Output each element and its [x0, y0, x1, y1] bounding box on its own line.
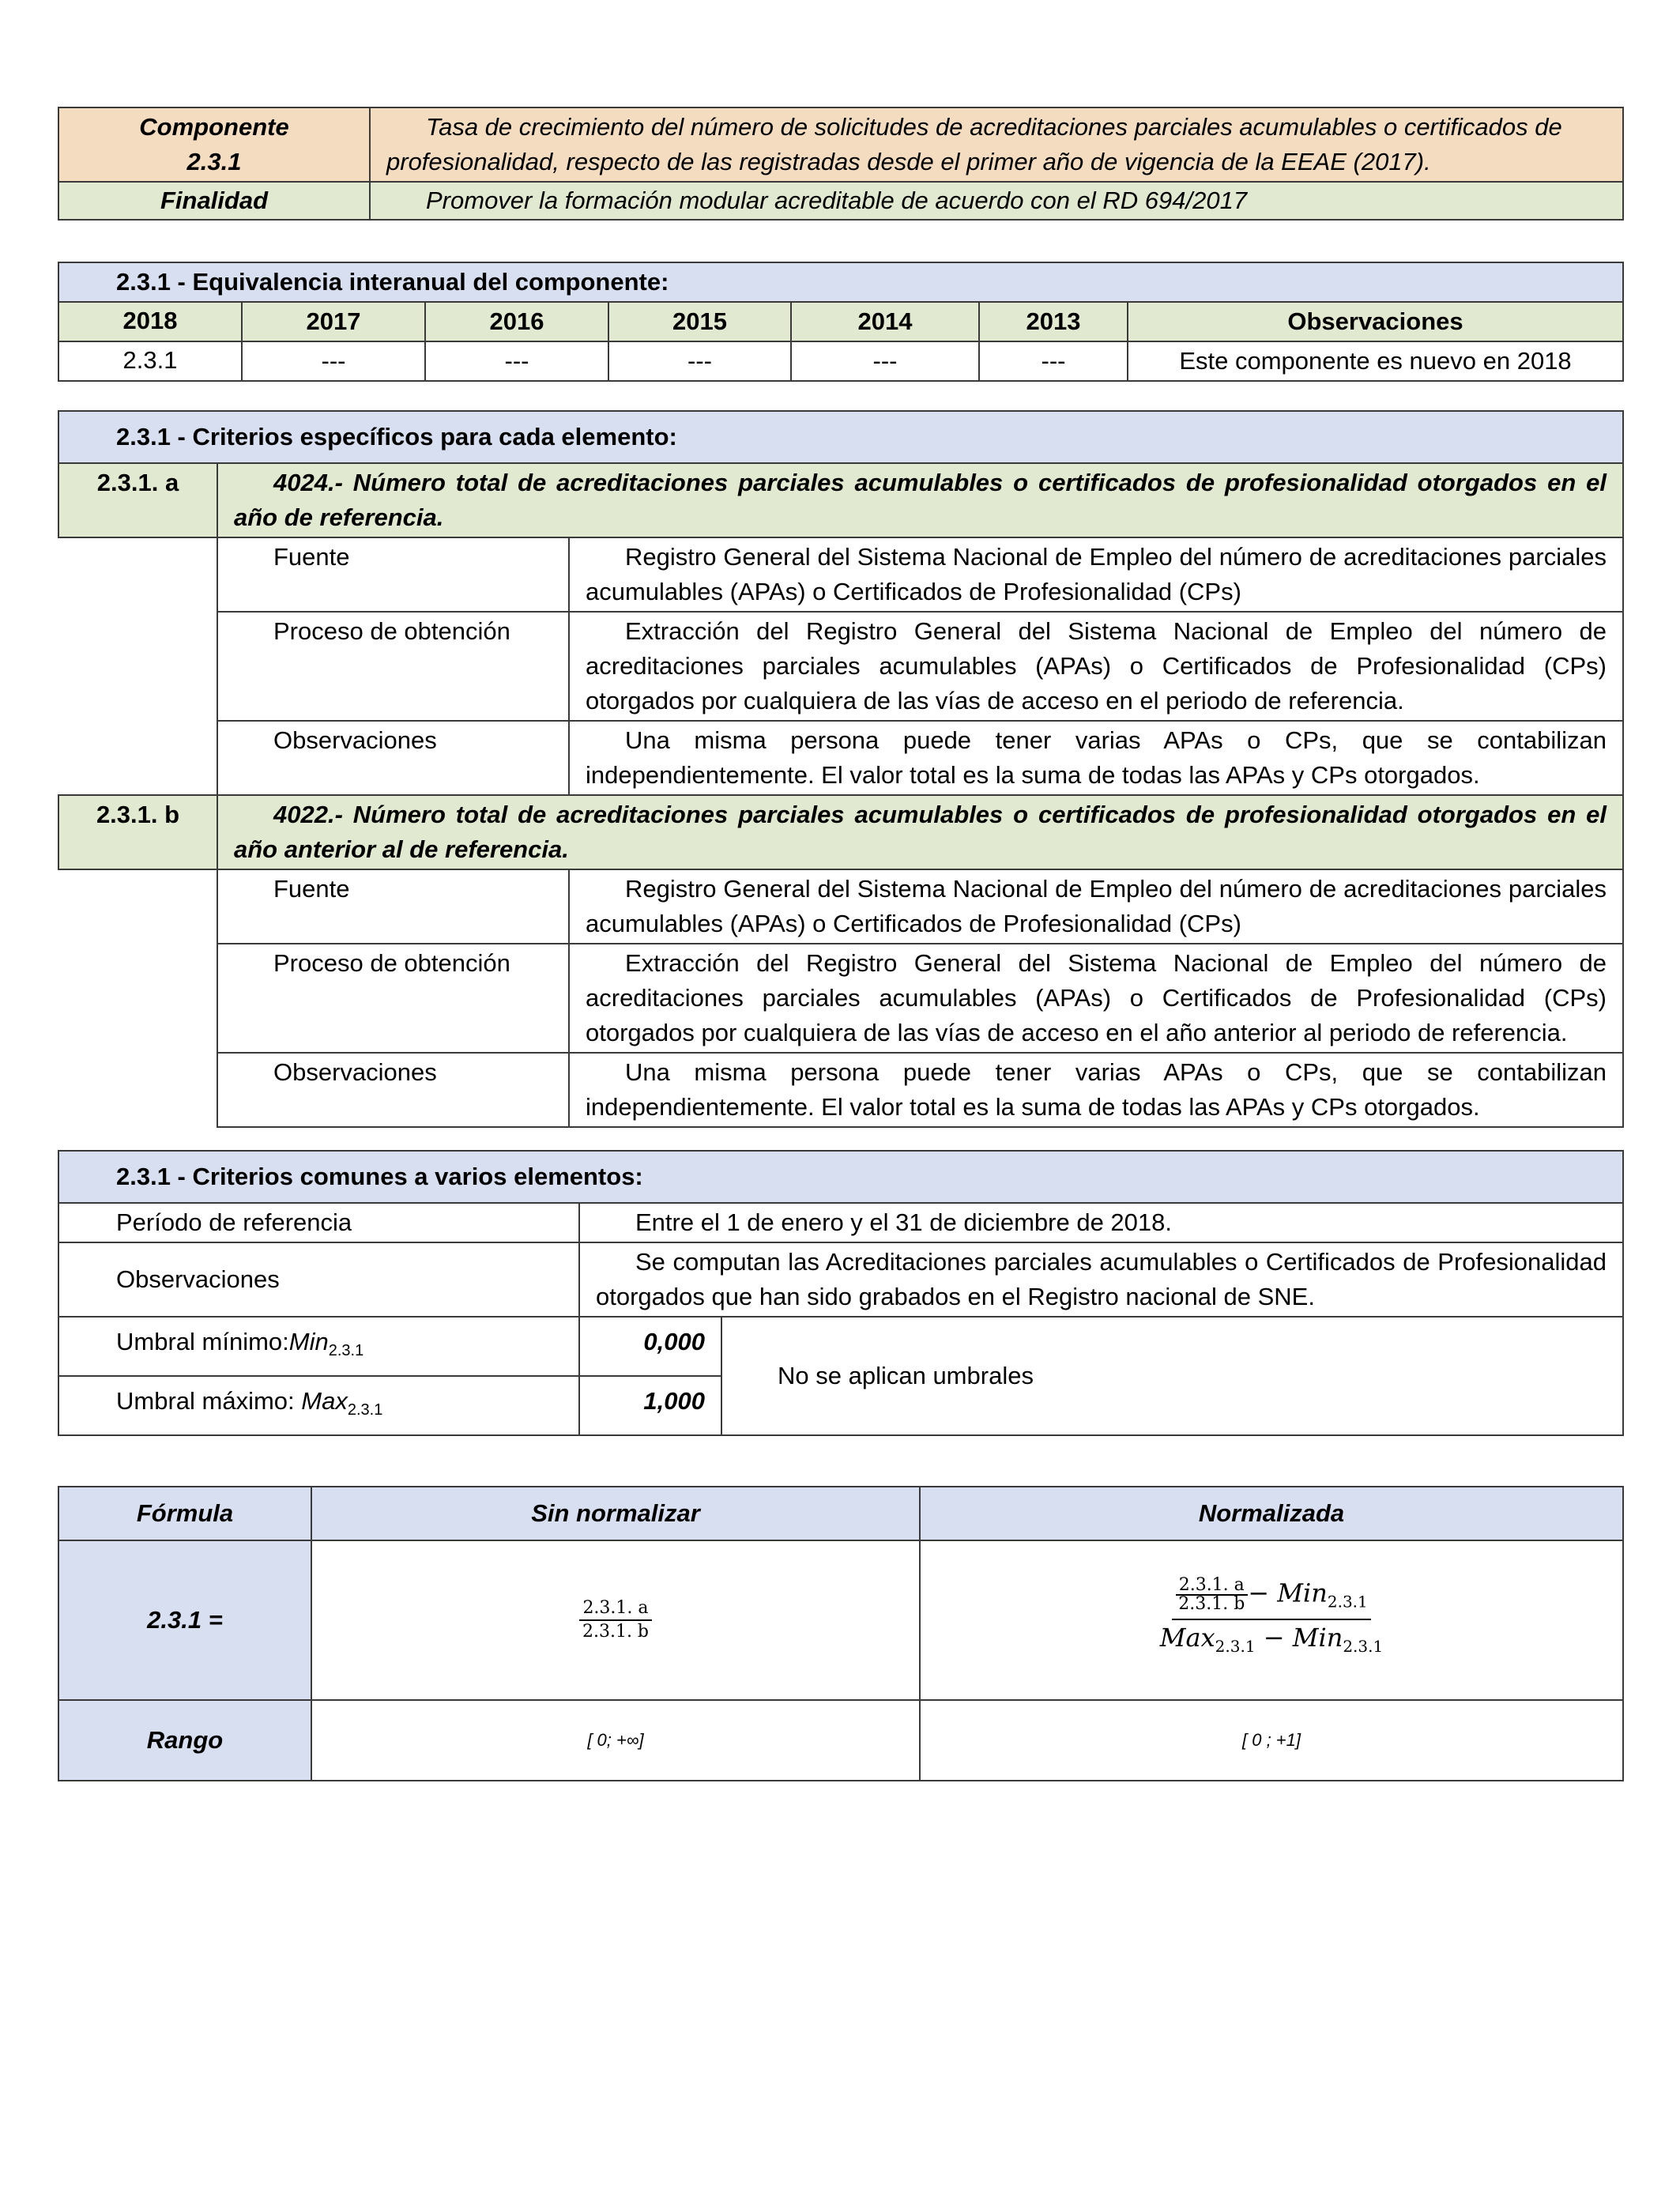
criterios-title: 2.3.1 - Criterios específicos para cada elemento: — [58, 411, 1623, 463]
spacer-cell — [58, 1053, 217, 1127]
periodo-label: Período de referencia — [58, 1203, 579, 1242]
row-label: Fuente — [217, 869, 569, 944]
row-label: Fuente — [217, 537, 569, 612]
finalidad-label: Finalidad — [58, 182, 370, 220]
element-title: 4024.- Número total de acreditaciones parciales acumulables o certificados de profesionalidad otorgados en el año de referencia. — [217, 463, 1623, 537]
umbral-min-value: 0,000 — [579, 1317, 721, 1376]
criterios-comunes-table — [58, 1150, 1624, 1436]
sin-numerator: 2.3.1. a — [579, 1597, 651, 1621]
spacer-cell — [58, 721, 217, 795]
umbral-max-sub: 2.3.1 — [347, 1401, 383, 1419]
eq-header: 2016 — [425, 302, 608, 341]
rango-label: Rango — [58, 1700, 311, 1781]
spacer-cell — [58, 612, 217, 721]
umbral-note: No se aplican umbrales — [721, 1317, 1623, 1435]
eq-header: Observaciones — [1128, 302, 1623, 341]
componente-code: 2.3.1 — [186, 148, 242, 175]
eq-header: 2018 — [58, 302, 242, 341]
spacer-cell — [58, 537, 217, 612]
umbral-min-label: Umbral mínimo: — [116, 1328, 289, 1355]
row-label: Observaciones — [217, 721, 569, 795]
norm-numerator — [1172, 1574, 1371, 1621]
umbral-max-var: Max — [301, 1387, 348, 1416]
norm-fraction — [1157, 1574, 1386, 1664]
norm-denominator — [1157, 1620, 1386, 1664]
umbral-min-sub: 2.3.1 — [328, 1342, 364, 1360]
observaciones-text: Se computan las Acreditaciones parciales acumulables o Certificados de Profesionalidad otorgados que han sido grabados en el Registro nacional de SNE. — [579, 1242, 1623, 1317]
sin-normalizar-col-header: Sin normalizar — [311, 1487, 920, 1540]
row-text: Una misma persona puede tener varias APAs o CPs, que se contabilizan independientemente. El valor total es la suma de todas las APAs y CPs otorgados. — [569, 721, 1623, 795]
formula-col-header: Fórmula — [58, 1487, 311, 1540]
umbral-max-label-cell — [58, 1376, 579, 1435]
eq-cell: --- — [979, 341, 1128, 381]
observaciones-label: Observaciones — [58, 1242, 579, 1317]
row-text: Registro General del Sistema Nacional de Empleo del número de acreditaciones parciales acumulables (APAs) o Certificados de Profesionalidad (CPs) — [569, 537, 1623, 612]
row-label: Observaciones — [217, 1053, 569, 1127]
spacer-cell — [58, 944, 217, 1053]
row-label: Proceso de obtención — [217, 944, 569, 1053]
eq-cell: --- — [425, 341, 608, 381]
norm-inner-numerator: 2.3.1. a — [1176, 1577, 1248, 1596]
rango-norm: [ 0 ; +1] — [920, 1700, 1623, 1781]
element-code: 2.3.1. a — [58, 463, 217, 537]
eq-cell: 2.3.1 — [58, 341, 242, 381]
norm-inner-fraction — [1175, 1574, 1248, 1614]
row-text: Extracción del Registro General del Sistema Nacional de Empleo del número de acreditaciones parciales acumulables (APAs) o Certificados de Profesionalidad (CPs) otorgados por cualquiera de las vías de acceso en el año anterior al periodo de referencia. — [569, 944, 1623, 1053]
norm-den-max: Max — [1159, 1623, 1215, 1653]
comunes-title: 2.3.1 - Criterios comunes a varios elementos: — [58, 1151, 1623, 1203]
equivalencia-title: 2.3.1 - Equivalencia interanual del componente: — [58, 262, 1623, 302]
row-text: Una misma persona puede tener varias APAs o CPs, que se contabilizan independientemente. El valor total es la suma de todas las APAs y CPs otorgados. — [569, 1053, 1623, 1127]
formula-row-label: 2.3.1 = — [58, 1540, 311, 1700]
umbral-min-var: Min — [288, 1328, 329, 1355]
row-text: Extracción del Registro General del Sistema Nacional de Empleo del número de acreditaciones parciales acumulables (APAs) o Certificados de Profesionalidad (CPs) otorgados por cualquiera de las vías de acceso en el periodo de referencia. — [569, 612, 1623, 721]
eq-cell: Este componente es nuevo en 2018 — [1128, 341, 1623, 381]
row-label: Proceso de obtención — [217, 612, 569, 721]
norm-sub-3: 2.3.1 — [1343, 1637, 1384, 1657]
criterios-especificos-table — [58, 410, 1624, 1128]
norm-den-minus-min: − Min — [1255, 1623, 1343, 1653]
normalizada-col-header: Normalizada — [920, 1487, 1623, 1540]
formula-table — [58, 1486, 1624, 1781]
eq-cell: --- — [608, 341, 791, 381]
eq-cell: --- — [791, 341, 979, 381]
componente-label-cell — [58, 107, 370, 182]
header-table — [58, 107, 1624, 221]
normalizada-formula — [920, 1540, 1623, 1700]
element-code: 2.3.1. b — [58, 795, 217, 869]
sin-denominator: 2.3.1. b — [582, 1622, 650, 1642]
componente-description: Tasa de crecimiento del número de solicitudes de acreditaciones parciales acumulables o certificados de profesionalidad, respecto de las registradas desde el primer año de vigencia de la EEAE (2017). — [370, 107, 1623, 182]
row-text: Registro General del Sistema Nacional de Empleo del número de acreditaciones parciales acumulables (APAs) o Certificados de Profesionalidad (CPs) — [569, 869, 1623, 944]
norm-sub-2: 2.3.1 — [1215, 1637, 1256, 1657]
rango-sin: [ 0; +∞] — [311, 1700, 920, 1781]
equivalencia-table — [58, 262, 1624, 382]
norm-inner-denominator: 2.3.1. b — [1178, 1593, 1245, 1614]
umbral-min-label-cell — [58, 1317, 579, 1376]
eq-header: 2014 — [791, 302, 979, 341]
eq-header: 2017 — [242, 302, 425, 341]
umbral-max-value: 1,000 — [579, 1376, 721, 1435]
finalidad-description: Promover la formación modular acreditable de acuerdo con el RD 694/2017 — [370, 182, 1623, 220]
umbral-max-label: Umbral máximo: — [116, 1387, 302, 1416]
periodo-text: Entre el 1 de enero y el 31 de diciembre de 2018. — [579, 1203, 1623, 1242]
spacer-cell — [58, 869, 217, 944]
norm-minus-min: − Min — [1248, 1578, 1328, 1608]
sin-normalizar-formula — [311, 1540, 920, 1700]
eq-header: 2013 — [979, 302, 1128, 341]
element-title: 4022.- Número total de acreditaciones parciales acumulables o certificados de profesionalidad otorgados en el año anterior al de referencia. — [217, 795, 1623, 869]
eq-cell: --- — [242, 341, 425, 381]
eq-header: 2015 — [608, 302, 791, 341]
sin-fraction — [579, 1597, 652, 1643]
norm-sub-1: 2.3.1 — [1327, 1592, 1368, 1612]
componente-label: Componente — [139, 113, 289, 141]
